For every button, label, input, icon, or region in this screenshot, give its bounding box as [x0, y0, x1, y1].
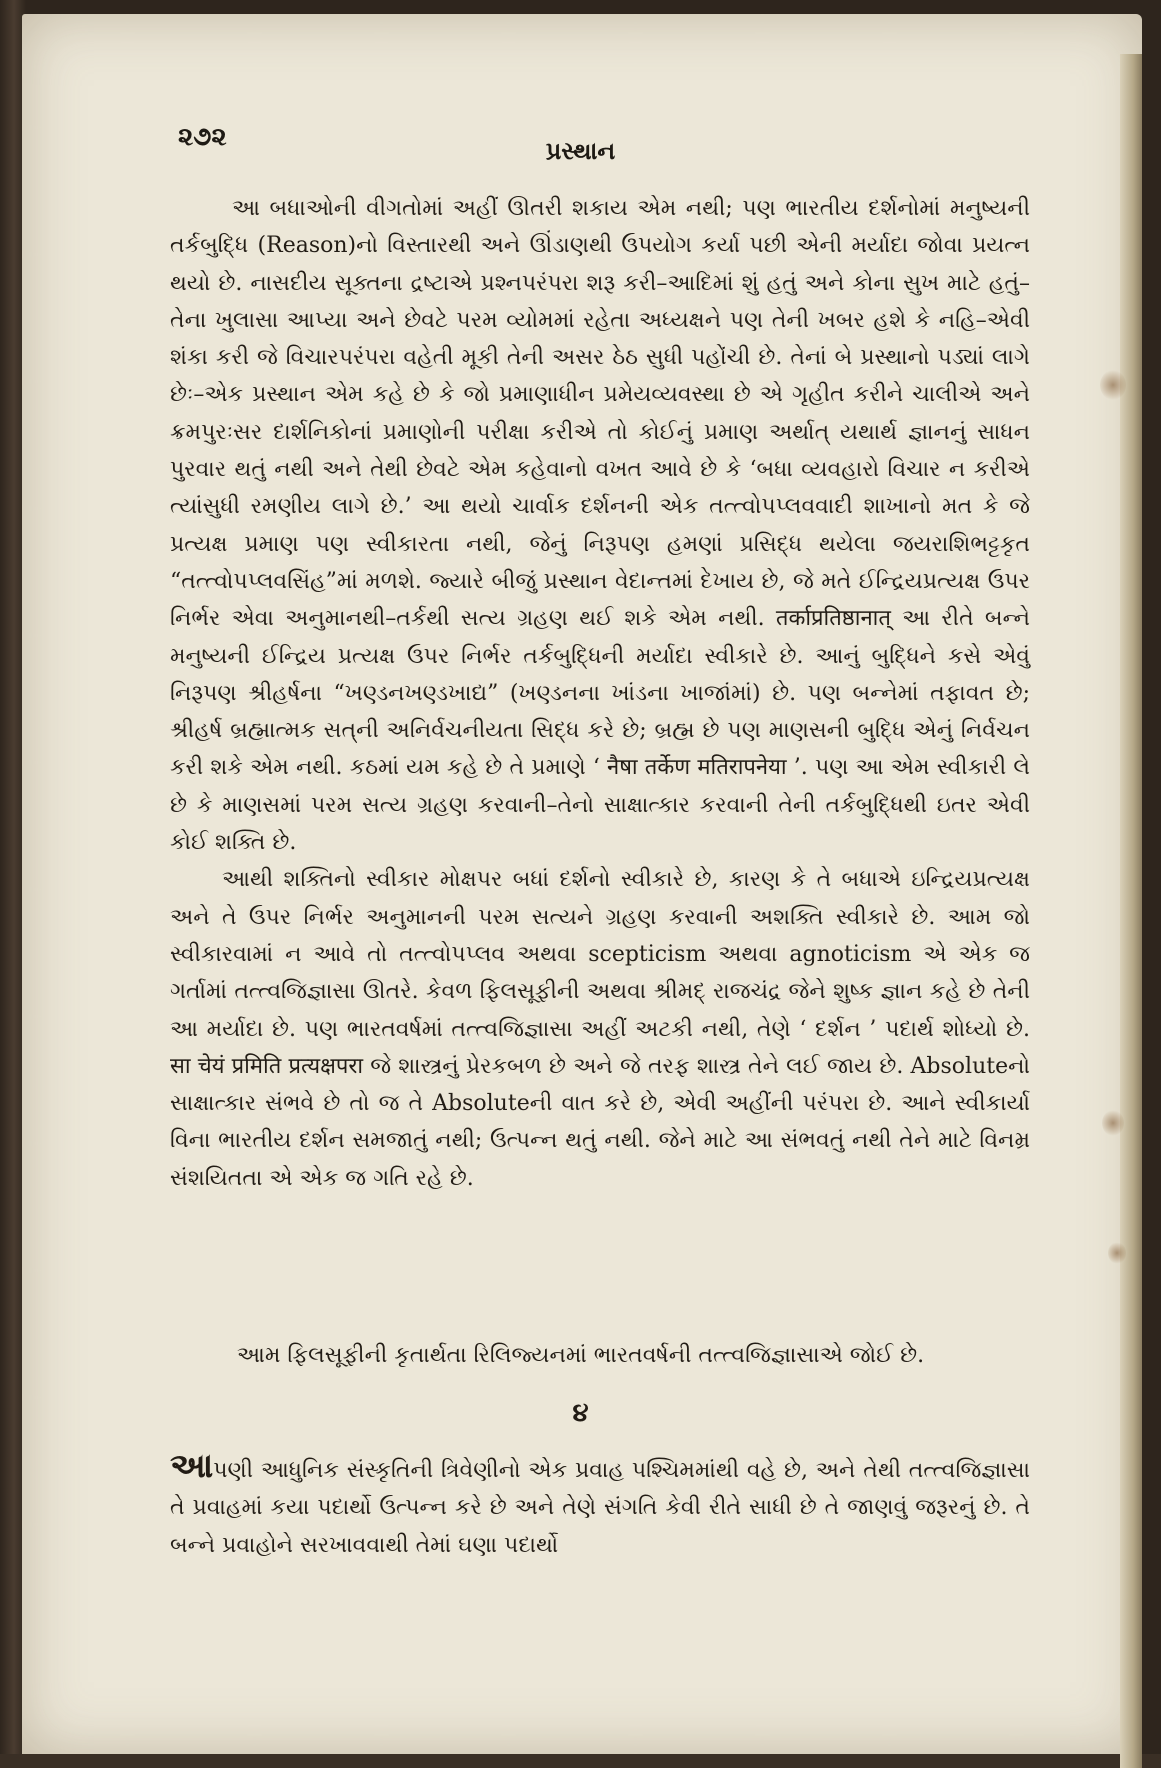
paragraph: આથી શક્તિનો સ્વીકાર મોક્ષપર બધાં દર્શનો સ્વીકારે છે, કારણ કે તે બધાએ ઇન્દ્રિયપ્રત્યક્ષ અને તે ઉપર નિર્ભર અનુમાનની પરમ સત્યને ગ્રહણ કરવાની અશક્તિ સ્વીકારે છે. આમ જો સ્વીકારવામાં ન આવે તો તત્ત્વોપપ્લવ અથવા scepticism અથવા agnoticism એ એક જ ગર્તામાં તત્ત્વજિજ્ઞાસા ઊતરે. કેવળ ફિલસૂફીની અથવા શ્રીમદ્ રાજચંદ્ર જેને શુષ્ક જ્ઞાન કહે છે તેની આ મર્યાદા છે. પણ ભારતવર્ષમાં તત્ત્વજિજ્ઞાસા અહીં અટકી નથી, તેણે ‘ દર્શન ’ પદાર્થ શોધ્યો છે. सा चेयं प्रमिति प्रत्यक्षपरा જે શાસ્ત્રનું પ્રેરકબળ છે અને જે તરફ શાસ્ત્ર તેને લઈ જાય છે. Absoluteનો સાક્ષાત્કાર સંભવે છે તો જ તે Absoluteની વાત કરે છે, એવી અહીંની પરંપરા છે. આને સ્વીકાર્યા વિના ભારતીય દર્શન સમજાતું નથી; ઉત્પન્ન થતું નથી. જેને માટે આ સંભવતું નથી તેને માટે વિનમ્ર સંશયિતતા એ એક જ ગતિ રહે છે. [170, 867, 1031, 1191]
foxing-stain [1108, 1242, 1126, 1264]
paragraph-text: પણી આધુનિક સંસ્કૃતિની ત્રિવેણીનો એક પ્રવાહ પશ્ચિમમાંથી વહે છે, અને તેથી તત્ત્વજિજ્ઞાસા તે પ્રવાહમાં કયા પદાર્થો ઉત્પન્ન કરે છે અને તેણે સંગતિ કેવી રીતે સાધી છે તે જાણવું જરૂરનું છે. તે બન્ને પ્રવાહોને સરખાવવાથી તેમાં ઘણા પદાર્થો [170, 1458, 1030, 1558]
page-number: ૨૭૨ [178, 122, 227, 152]
page-edge [1120, 54, 1142, 1768]
foxing-stain [1102, 1110, 1124, 1136]
dropcap: આ [170, 1446, 214, 1486]
paragraph [170, 1448, 1030, 1564]
foxing-stain [1100, 370, 1126, 400]
paragraph: આ બધાઓની વીગતોમાં અહીં ઊતરી શકાય એમ નથી; પણ ભારતીય દર્શનોમાં મનુષ્યની તર્કબુદ્ધિ (Reason)નો વિસ્તારથી અને ઊંડાણથી ઉપયોગ કર્યા પછી એની મર્યાદા જોવા પ્રયત્ન થયો છે. નાસદીય સૂક્તના દ્રષ્ટાએ પ્રશ્નપરંપરા શરૂ કરી–આદિમાં શું હતું અને કોના સુખ માટે હતું–તેના ખુલાસા આપ્યા અને છેવટે પરમ વ્યોમમાં રહેતા અધ્યક્ષને પણ તેની ખબર હશે કે નહિ–એવી શંકા કરી જે વિચારપરંપરા વહેતી મૂકી તેની અસર ઠેઠ સુધી પહોંચી છે. તેનાં બે પ્રસ્થાનો પડ્યાં લાગે છેઃ–એક પ્રસ્થાન એમ કહે છે કે જો પ્રમાણાધીન પ્રમેયવ્યવસ્થા છે એ ગૃહીત કરીને ચાલીએ અને ક્રમપુરઃસર દાર્શનિકોનાં પ્રમાણોની પરીક્ષા કરીએ તો કોઈનું પ્રમાણ અર્થાત્ યથાર્થ જ્ઞાનનું સાધન પુરવાર થતું નથી અને તેથી છેવટે એમ કહેવાનો વખત આવે છે કે ‘બધા વ્યવહારો વિચાર ન કરીએ ત્યાંસુધી રમણીય લાગે છે.’ આ થયો ચાર્વાક દર્શનની એક તત્ત્વોપપ્લવવાદી શાખાનો મત કે જે પ્રત્યક્ષ પ્રમાણ પણ સ્વીકારતા નથી, જેનું નિરૂપણ હમણાં પ્રસિદ્ધ થયેલા જયરાશિભટ્ટકૃત “તત્ત્વોપપ્લવસિંહ”માં મળશે. જ્યારે બીજું પ્રસ્થાન વેદાન્તમાં દેખાય છે, જે મતે ઈન્દ્રિયપ્રત્યક્ષ ઉપર નિર્ભર એવા અનુમાનથી–તર્કથી સત્ય ગ્રહણ થઈ શકે એમ નથી. तर्काप्रतिष्ठानात् આ રીતે બન્ને મનુષ્યની ઈન્દ્રિય પ્રત્યક્ષ ઉપર નિર્ભર તર્કબુદ્ધિની મર્યાદા સ્વીકારે છે. આનું બુદ્ધિને કસે એવું નિરૂપણ શ્રીહર્ષના “ખણ્ડનખણ્ડખાદ્ય” (ખણ્ડનના ખાંડના ખાજાંમાં) છે. પણ બન્નેમાં તફાવત છે; શ્રીહર્ષ બ્રહ્માત્મક સત્‌ની અનિર્વચનીયતા સિદ્ધ કરે છે; બ્રહ્મ છે પણ માણસની બુદ્ધિ એનું નિર્વચન કરી શકે એમ નથી. કઠમાં યમ કહે છે તે પ્રમાણે ‘ नैषा तर्केण मतिरापनेया ’. પણ આ એમ સ્વીકારી લે છે કે માણસમાં પરમ સત્ય ગ્રહણ કરવાની–તેનો સાક્ષાત્કાર કરવાની તેની તર્કબુદ્ધિથી ઇતર એવી કોઈ શક્તિ છે. [170, 196, 1030, 856]
body-text [170, 190, 1030, 1197]
section-text [170, 1448, 1030, 1564]
running-title: પ્રસ્થાન [545, 136, 616, 165]
closing-line: આમ ફિલસૂફીની કૃતાર્થતા રિલિજ્યનમાં ભારતવર્ષની તત્ત્વજિજ્ઞાસાએ જોઈ છે. [236, 1343, 925, 1368]
section-number: ૪ [572, 1398, 589, 1428]
